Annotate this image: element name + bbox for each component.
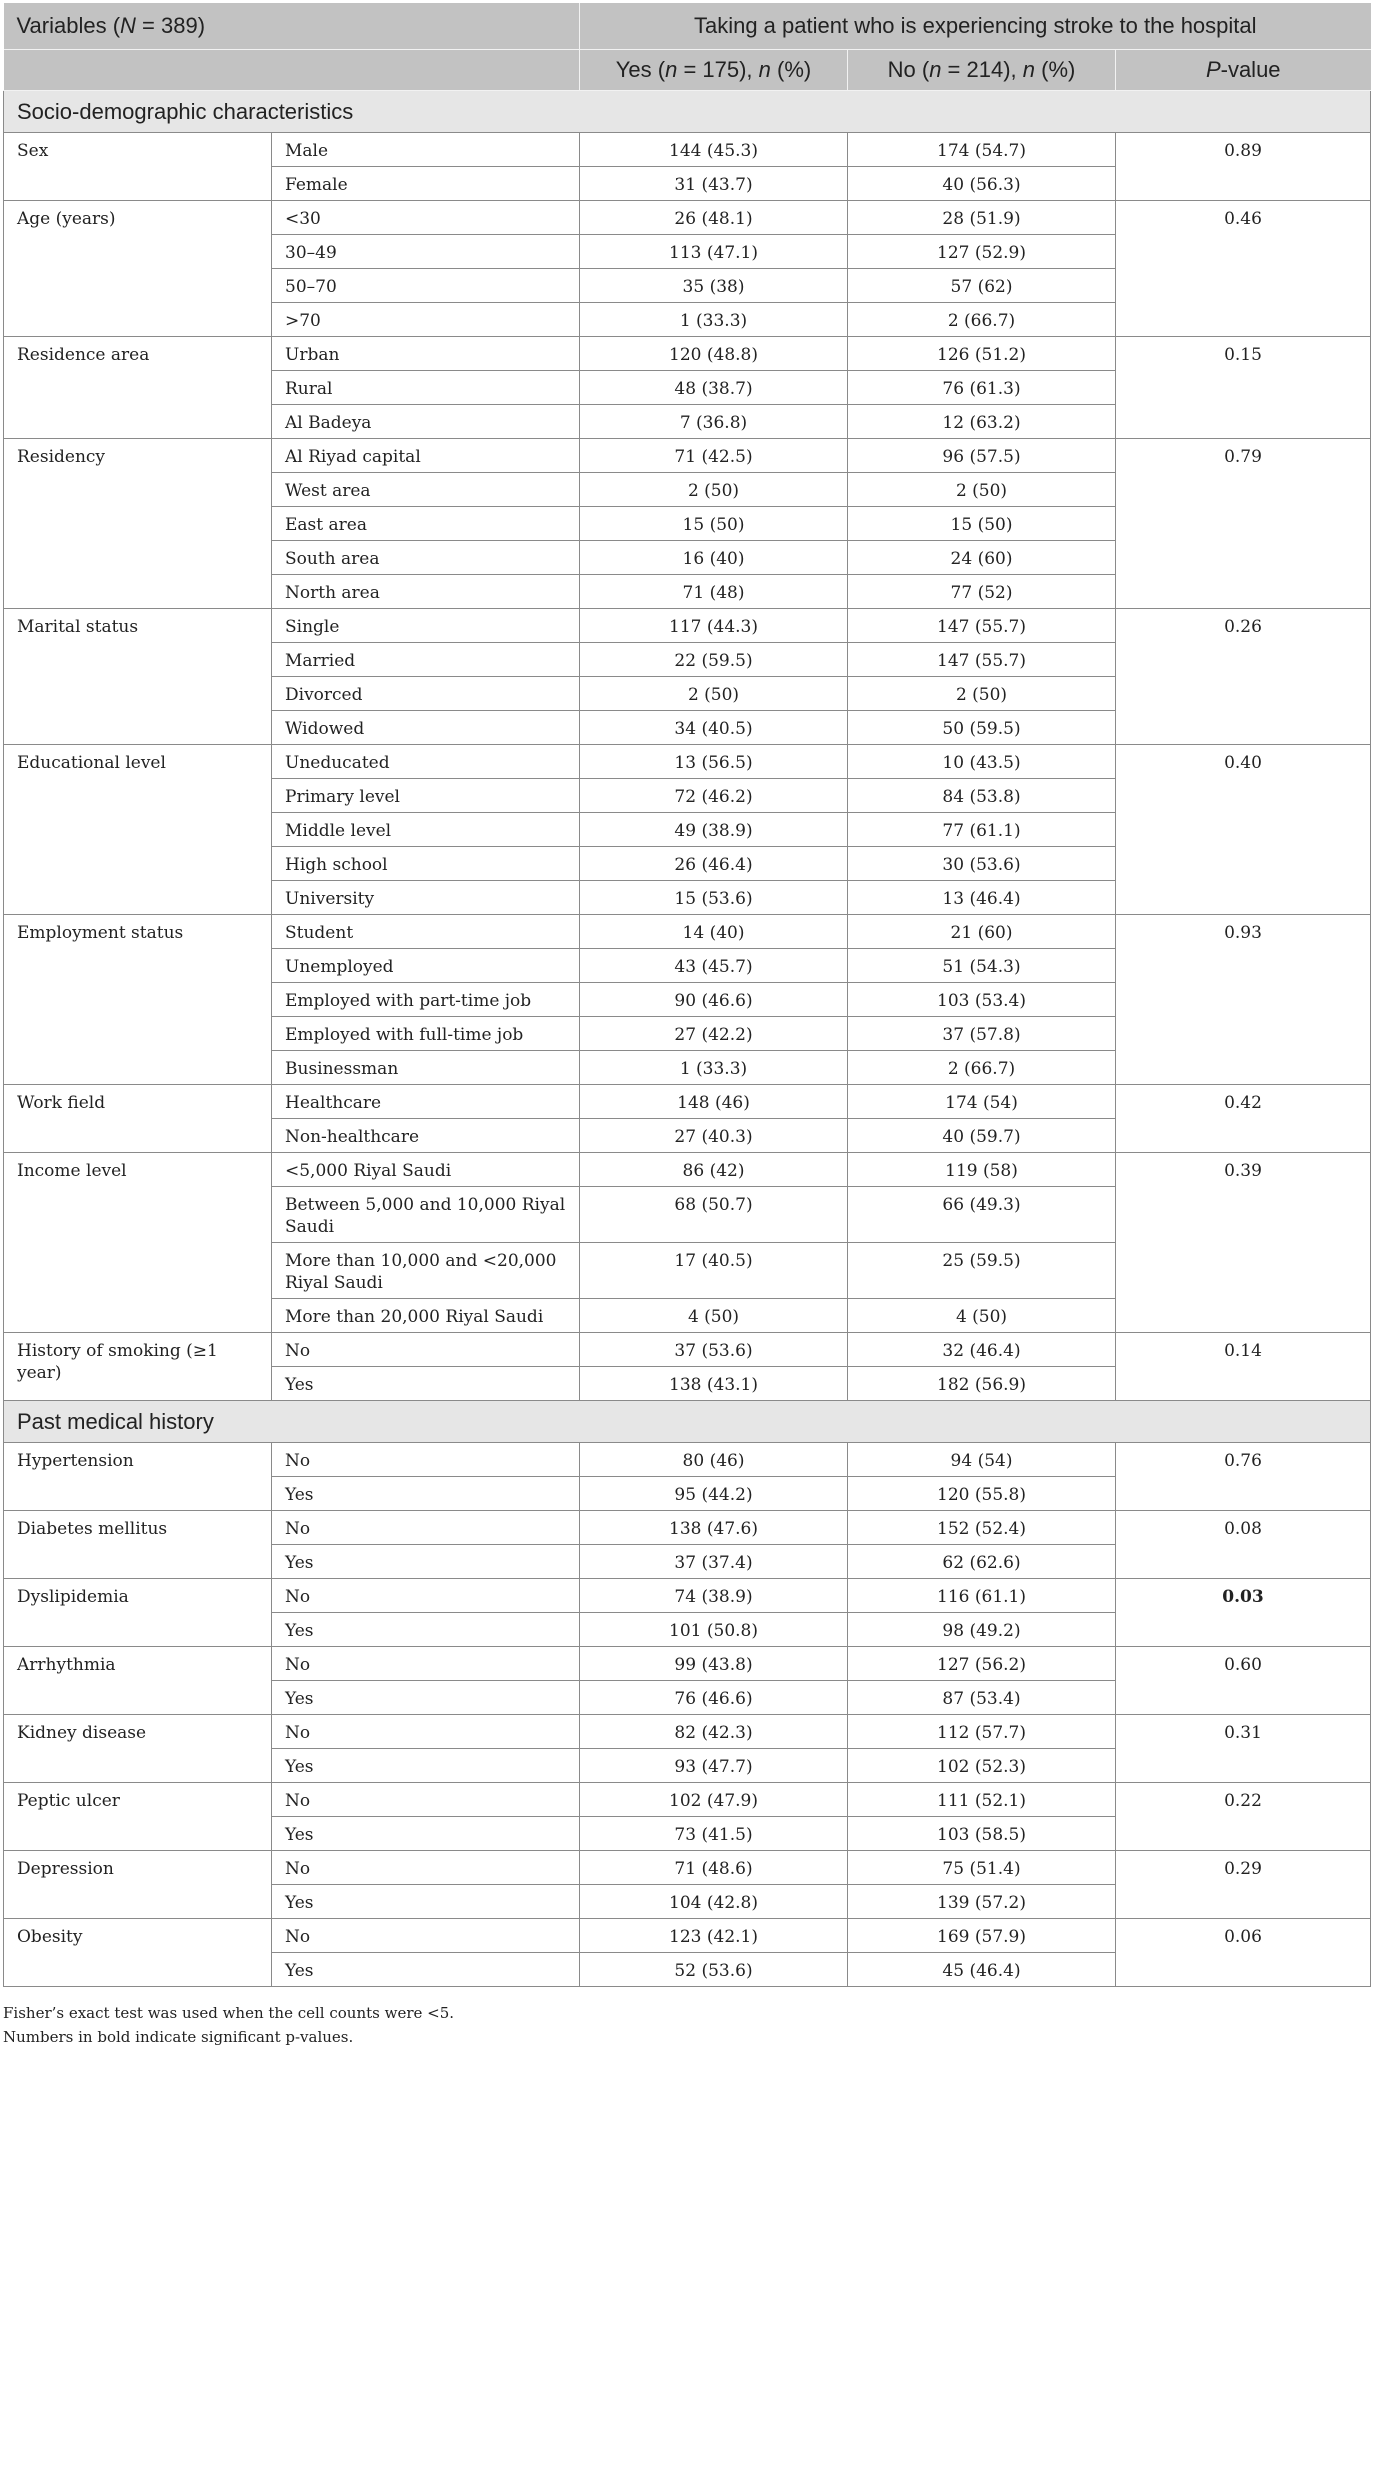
table-row	[4, 1333, 1371, 1367]
category-label: Employed with part-time job	[272, 983, 580, 1017]
variables-header: Variables (N = 389)	[4, 3, 580, 50]
category-label: Yes	[272, 1749, 580, 1783]
category-label: Male	[272, 133, 580, 167]
yes-value: 14 (40)	[580, 915, 848, 949]
yes-column-header: Yes (n = 175), n (%)	[580, 50, 848, 91]
category-label: Employed with full-time job	[272, 1017, 580, 1051]
no-value: 21 (60)	[848, 915, 1116, 949]
results-table	[3, 3, 1371, 1987]
yes-value: 82 (42.3)	[580, 1715, 848, 1749]
yes-value: 15 (50)	[580, 507, 848, 541]
no-value: 174 (54.7)	[848, 133, 1116, 167]
no-value: 28 (51.9)	[848, 201, 1116, 235]
yes-value: 99 (43.8)	[580, 1647, 848, 1681]
category-label: 30–49	[272, 235, 580, 269]
category-label: High school	[272, 847, 580, 881]
category-label: Yes	[272, 1953, 580, 1987]
category-label: Unemployed	[272, 949, 580, 983]
no-value: 139 (57.2)	[848, 1885, 1116, 1919]
yes-value: 4 (50)	[580, 1299, 848, 1333]
p-value: 0.15	[1116, 337, 1371, 439]
footnote: Fisher’s exact test was used when the cell counts were <5.	[3, 2004, 455, 2022]
yes-value: 34 (40.5)	[580, 711, 848, 745]
yes-value: 16 (40)	[580, 541, 848, 575]
category-label: Yes	[272, 1681, 580, 1715]
table-row	[4, 439, 1371, 473]
category-label: Yes	[272, 1367, 580, 1401]
category-label: Yes	[272, 1477, 580, 1511]
variable-name: Marital status	[4, 609, 272, 745]
category-label: <30	[272, 201, 580, 235]
p-value: 0.46	[1116, 201, 1371, 337]
table-row	[4, 1783, 1371, 1817]
section-row	[4, 91, 1371, 133]
yes-value: 72 (46.2)	[580, 779, 848, 813]
p-value: 0.29	[1116, 1851, 1371, 1919]
table-row	[4, 1647, 1371, 1681]
no-value: 25 (59.5)	[848, 1243, 1116, 1299]
category-label: Student	[272, 915, 580, 949]
no-value: 127 (52.9)	[848, 235, 1116, 269]
yes-value: 48 (38.7)	[580, 371, 848, 405]
no-value: 2 (50)	[848, 677, 1116, 711]
yes-value: 74 (38.9)	[580, 1579, 848, 1613]
no-value: 32 (46.4)	[848, 1333, 1116, 1367]
category-label: Al Riyad capital	[272, 439, 580, 473]
no-value: 66 (49.3)	[848, 1187, 1116, 1243]
p-value-header: P-value	[1116, 50, 1371, 91]
no-value: 76 (61.3)	[848, 371, 1116, 405]
yes-value: 35 (38)	[580, 269, 848, 303]
no-value: 45 (46.4)	[848, 1953, 1116, 1987]
no-value: 119 (58)	[848, 1153, 1116, 1187]
table-row	[4, 1153, 1371, 1187]
no-value: 2 (66.7)	[848, 303, 1116, 337]
variable-name: Residence area	[4, 337, 272, 439]
no-value: 111 (52.1)	[848, 1783, 1116, 1817]
no-value: 40 (56.3)	[848, 167, 1116, 201]
p-value: 0.60	[1116, 1647, 1371, 1715]
category-label: No	[272, 1443, 580, 1477]
p-value: 0.26	[1116, 609, 1371, 745]
table-row	[4, 201, 1371, 235]
category-label: Yes	[272, 1545, 580, 1579]
category-label: Female	[272, 167, 580, 201]
category-label: No	[272, 1579, 580, 1613]
yes-value: 80 (46)	[580, 1443, 848, 1477]
yes-value: 52 (53.6)	[580, 1953, 848, 1987]
yes-value: 95 (44.2)	[580, 1477, 848, 1511]
variable-name: Diabetes mellitus	[4, 1511, 272, 1579]
category-label: More than 20,000 Riyal Saudi	[272, 1299, 580, 1333]
group-title: Taking a patient who is experiencing stroke to the hospital	[580, 3, 1371, 50]
yes-value: 117 (44.3)	[580, 609, 848, 643]
category-label: Middle level	[272, 813, 580, 847]
yes-value: 26 (46.4)	[580, 847, 848, 881]
no-value: 103 (58.5)	[848, 1817, 1116, 1851]
table-header	[4, 3, 1371, 91]
variable-name: Obesity	[4, 1919, 272, 1987]
category-label: Yes	[272, 1817, 580, 1851]
category-label: Healthcare	[272, 1085, 580, 1119]
yes-value: 93 (47.7)	[580, 1749, 848, 1783]
table-row	[4, 337, 1371, 371]
no-value: 182 (56.9)	[848, 1367, 1116, 1401]
p-value: 0.89	[1116, 133, 1371, 201]
category-label: No	[272, 1919, 580, 1953]
no-value: 98 (49.2)	[848, 1613, 1116, 1647]
no-value: 75 (51.4)	[848, 1851, 1116, 1885]
variable-name: History of smoking (≥1 year)	[4, 1333, 272, 1401]
p-value: 0.14	[1116, 1333, 1371, 1401]
no-value: 147 (55.7)	[848, 643, 1116, 677]
no-value: 40 (59.7)	[848, 1119, 1116, 1153]
yes-value: 31 (43.7)	[580, 167, 848, 201]
section-title: Past medical history	[4, 1401, 1371, 1443]
yes-value: 7 (36.8)	[580, 405, 848, 439]
variable-name: Work field	[4, 1085, 272, 1153]
category-label: More than 10,000 and <20,000 Riyal Saudi	[272, 1243, 580, 1299]
category-label: Yes	[272, 1613, 580, 1647]
yes-value: 104 (42.8)	[580, 1885, 848, 1919]
no-value: 116 (61.1)	[848, 1579, 1116, 1613]
category-label: No	[272, 1783, 580, 1817]
no-value: 4 (50)	[848, 1299, 1116, 1333]
variable-name: Educational level	[4, 745, 272, 915]
table-row	[4, 1919, 1371, 1953]
yes-value: 120 (48.8)	[580, 337, 848, 371]
category-label: Divorced	[272, 677, 580, 711]
no-value: 51 (54.3)	[848, 949, 1116, 983]
variable-name: Employment status	[4, 915, 272, 1085]
category-label: <5,000 Riyal Saudi	[272, 1153, 580, 1187]
yes-value: 73 (41.5)	[580, 1817, 848, 1851]
no-value: 112 (57.7)	[848, 1715, 1116, 1749]
category-label: Widowed	[272, 711, 580, 745]
no-value: 152 (52.4)	[848, 1511, 1116, 1545]
no-value: 94 (54)	[848, 1443, 1116, 1477]
category-label: Urban	[272, 337, 580, 371]
p-value: 0.79	[1116, 439, 1371, 609]
no-value: 77 (52)	[848, 575, 1116, 609]
yes-value: 101 (50.8)	[580, 1613, 848, 1647]
category-label: No	[272, 1715, 580, 1749]
variable-name: Peptic ulcer	[4, 1783, 272, 1851]
section-row	[4, 1401, 1371, 1443]
no-value: 174 (54)	[848, 1085, 1116, 1119]
yes-value: 37 (37.4)	[580, 1545, 848, 1579]
variable-name: Depression	[4, 1851, 272, 1919]
yes-value: 27 (40.3)	[580, 1119, 848, 1153]
yes-value: 2 (50)	[580, 473, 848, 507]
yes-value: 27 (42.2)	[580, 1017, 848, 1051]
p-value: 0.39	[1116, 1153, 1371, 1333]
yes-value: 123 (42.1)	[580, 1919, 848, 1953]
variable-name: Residency	[4, 439, 272, 609]
no-value: 77 (61.1)	[848, 813, 1116, 847]
p-value: 0.93	[1116, 915, 1371, 1085]
category-label: Married	[272, 643, 580, 677]
yes-value: 2 (50)	[580, 677, 848, 711]
category-label: Businessman	[272, 1051, 580, 1085]
category-label: West area	[272, 473, 580, 507]
no-value: 12 (63.2)	[848, 405, 1116, 439]
p-value: 0.08	[1116, 1511, 1371, 1579]
p-value: 0.06	[1116, 1919, 1371, 1987]
no-value: 62 (62.6)	[848, 1545, 1116, 1579]
no-value: 13 (46.4)	[848, 881, 1116, 915]
yes-value: 90 (46.6)	[580, 983, 848, 1017]
no-value: 147 (55.7)	[848, 609, 1116, 643]
no-value: 50 (59.5)	[848, 711, 1116, 745]
no-value: 2 (66.7)	[848, 1051, 1116, 1085]
p-value: 0.42	[1116, 1085, 1371, 1153]
section-title: Socio-demographic characteristics	[4, 91, 1371, 133]
yes-value: 138 (43.1)	[580, 1367, 848, 1401]
category-label: Primary level	[272, 779, 580, 813]
yes-value: 144 (45.3)	[580, 133, 848, 167]
variable-name: Dyslipidemia	[4, 1579, 272, 1647]
category-label: Non-healthcare	[272, 1119, 580, 1153]
category-label: North area	[272, 575, 580, 609]
category-label: No	[272, 1511, 580, 1545]
variable-name: Age (years)	[4, 201, 272, 337]
category-label: Single	[272, 609, 580, 643]
category-label: 50–70	[272, 269, 580, 303]
yes-value: 17 (40.5)	[580, 1243, 848, 1299]
table-row	[4, 609, 1371, 643]
header-blank	[4, 50, 580, 91]
variable-name: Sex	[4, 133, 272, 201]
table-row	[4, 1715, 1371, 1749]
yes-value: 1 (33.3)	[580, 1051, 848, 1085]
yes-value: 13 (56.5)	[580, 745, 848, 779]
yes-value: 76 (46.6)	[580, 1681, 848, 1715]
no-value: 57 (62)	[848, 269, 1116, 303]
variable-name: Income level	[4, 1153, 272, 1333]
no-value: 15 (50)	[848, 507, 1116, 541]
table-row	[4, 915, 1371, 949]
category-label: Uneducated	[272, 745, 580, 779]
category-label: Rural	[272, 371, 580, 405]
category-label: >70	[272, 303, 580, 337]
no-value: 2 (50)	[848, 473, 1116, 507]
variable-name: Kidney disease	[4, 1715, 272, 1783]
no-value: 103 (53.4)	[848, 983, 1116, 1017]
table-row	[4, 1085, 1371, 1119]
no-value: 102 (52.3)	[848, 1749, 1116, 1783]
yes-value: 71 (48.6)	[580, 1851, 848, 1885]
no-value: 96 (57.5)	[848, 439, 1116, 473]
no-value: 37 (57.8)	[848, 1017, 1116, 1051]
yes-value: 68 (50.7)	[580, 1187, 848, 1243]
yes-value: 86 (42)	[580, 1153, 848, 1187]
p-value: 0.76	[1116, 1443, 1371, 1511]
no-value: 126 (51.2)	[848, 337, 1116, 371]
yes-value: 1 (33.3)	[580, 303, 848, 337]
category-label: Yes	[272, 1885, 580, 1919]
yes-value: 71 (42.5)	[580, 439, 848, 473]
p-value: 0.22	[1116, 1783, 1371, 1851]
no-value: 84 (53.8)	[848, 779, 1116, 813]
yes-value: 26 (48.1)	[580, 201, 848, 235]
table-row	[4, 1511, 1371, 1545]
category-label: Al Badeya	[272, 405, 580, 439]
category-label: East area	[272, 507, 580, 541]
footnote: Numbers in bold indicate significant p-values.	[3, 2028, 354, 2046]
yes-value: 113 (47.1)	[580, 235, 848, 269]
table-row	[4, 1579, 1371, 1613]
category-label: No	[272, 1851, 580, 1885]
yes-value: 102 (47.9)	[580, 1783, 848, 1817]
footnotes	[3, 2001, 1373, 2049]
category-label: No	[272, 1647, 580, 1681]
yes-value: 138 (47.6)	[580, 1511, 848, 1545]
yes-value: 71 (48)	[580, 575, 848, 609]
no-value: 30 (53.6)	[848, 847, 1116, 881]
yes-value: 15 (53.6)	[580, 881, 848, 915]
no-column-header: No (n = 214), n (%)	[848, 50, 1116, 91]
category-label: University	[272, 881, 580, 915]
yes-value: 43 (45.7)	[580, 949, 848, 983]
no-value: 87 (53.4)	[848, 1681, 1116, 1715]
no-value: 10 (43.5)	[848, 745, 1116, 779]
yes-value: 49 (38.9)	[580, 813, 848, 847]
no-value: 169 (57.9)	[848, 1919, 1116, 1953]
table-row	[4, 133, 1371, 167]
no-value: 127 (56.2)	[848, 1647, 1116, 1681]
category-label: Between 5,000 and 10,000 Riyal Saudi	[272, 1187, 580, 1243]
no-value: 120 (55.8)	[848, 1477, 1116, 1511]
category-label: No	[272, 1333, 580, 1367]
table-row	[4, 745, 1371, 779]
yes-value: 37 (53.6)	[580, 1333, 848, 1367]
variable-name: Hypertension	[4, 1443, 272, 1511]
table-body	[4, 91, 1371, 1987]
no-value: 24 (60)	[848, 541, 1116, 575]
yes-value: 148 (46)	[580, 1085, 848, 1119]
yes-value: 22 (59.5)	[580, 643, 848, 677]
p-value: 0.40	[1116, 745, 1371, 915]
category-label: South area	[272, 541, 580, 575]
p-value: 0.03	[1116, 1579, 1371, 1647]
p-value: 0.31	[1116, 1715, 1371, 1783]
variable-name: Arrhythmia	[4, 1647, 272, 1715]
table-row	[4, 1851, 1371, 1885]
table-row	[4, 1443, 1371, 1477]
